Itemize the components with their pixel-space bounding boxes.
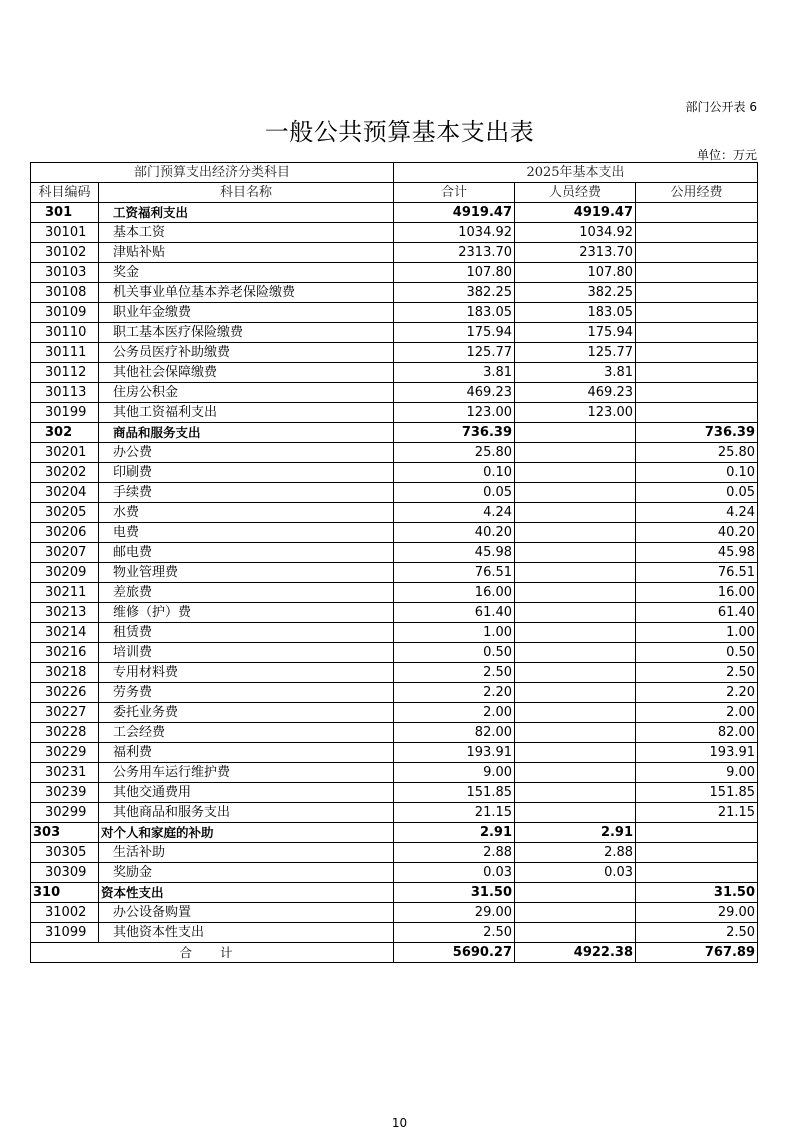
cell-name: 印刷费 bbox=[99, 463, 394, 483]
cell-public bbox=[636, 283, 758, 303]
cell-name: 其他资本性支出 bbox=[99, 923, 394, 943]
cell-name: 资本性支出 bbox=[99, 883, 394, 903]
table-row bbox=[31, 303, 758, 323]
cell-public: 4.24 bbox=[636, 503, 758, 523]
cell-public: 61.40 bbox=[636, 603, 758, 623]
cell-public: 29.00 bbox=[636, 903, 758, 923]
cell-code: 30112 bbox=[31, 363, 99, 383]
cell-public: 45.98 bbox=[636, 543, 758, 563]
table-row bbox=[31, 463, 758, 483]
cell-public: 2.50 bbox=[636, 663, 758, 683]
cell-personnel bbox=[515, 463, 636, 483]
group-header-classification: 部门预算支出经济分类科目 bbox=[31, 163, 394, 183]
cell-total: 0.03 bbox=[394, 863, 515, 883]
table-row-category bbox=[31, 883, 758, 903]
cell-public: 16.00 bbox=[636, 583, 758, 603]
cell-code: 30103 bbox=[31, 263, 99, 283]
table-row bbox=[31, 643, 758, 663]
cell-code: 30205 bbox=[31, 503, 99, 523]
cell-code: 30305 bbox=[31, 843, 99, 863]
cell-code: 30239 bbox=[31, 783, 99, 803]
cell-public bbox=[636, 363, 758, 383]
cell-name: 其他社会保障缴费 bbox=[99, 363, 394, 383]
cell-name: 奖励金 bbox=[99, 863, 394, 883]
cell-name: 其他工资福利支出 bbox=[99, 403, 394, 423]
cell-name: 办公费 bbox=[99, 443, 394, 463]
table-row-category bbox=[31, 423, 758, 443]
cell-total: 82.00 bbox=[394, 723, 515, 743]
cell-total: 1034.92 bbox=[394, 223, 515, 243]
table-row bbox=[31, 803, 758, 823]
table-row bbox=[31, 283, 758, 303]
cell-name: 租赁费 bbox=[99, 623, 394, 643]
cell-name: 福利费 bbox=[99, 743, 394, 763]
cell-name: 津贴补贴 bbox=[99, 243, 394, 263]
cell-personnel bbox=[515, 923, 636, 943]
cell-name: 生活补助 bbox=[99, 843, 394, 863]
cell-public: 0.50 bbox=[636, 643, 758, 663]
cell-total: 31.50 bbox=[394, 883, 515, 903]
cell-code: 30214 bbox=[31, 623, 99, 643]
cell-name: 对个人和家庭的补助 bbox=[99, 823, 394, 843]
cell-total: 2.50 bbox=[394, 663, 515, 683]
table-row bbox=[31, 483, 758, 503]
cell-personnel bbox=[515, 723, 636, 743]
cell-personnel: 1034.92 bbox=[515, 223, 636, 243]
cell-personnel bbox=[515, 503, 636, 523]
table-row bbox=[31, 603, 758, 623]
cell-code: 30109 bbox=[31, 303, 99, 323]
cell-code: 30202 bbox=[31, 463, 99, 483]
cell-personnel bbox=[515, 703, 636, 723]
budget-table bbox=[30, 162, 758, 963]
total-sum: 5690.27 bbox=[394, 943, 515, 963]
cell-total: 40.20 bbox=[394, 523, 515, 543]
cell-total: 736.39 bbox=[394, 423, 515, 443]
cell-code: 301 bbox=[31, 203, 99, 223]
cell-public bbox=[636, 403, 758, 423]
cell-name: 办公设备购置 bbox=[99, 903, 394, 923]
cell-public: 193.91 bbox=[636, 743, 758, 763]
cell-total: 107.80 bbox=[394, 263, 515, 283]
table-row bbox=[31, 263, 758, 283]
cell-total: 193.91 bbox=[394, 743, 515, 763]
cell-code: 30101 bbox=[31, 223, 99, 243]
cell-total: 2.91 bbox=[394, 823, 515, 843]
cell-name: 其他商品和服务支出 bbox=[99, 803, 394, 823]
cell-personnel: 183.05 bbox=[515, 303, 636, 323]
table-row bbox=[31, 223, 758, 243]
column-header-total: 合计 bbox=[394, 183, 515, 203]
cell-public: 82.00 bbox=[636, 723, 758, 743]
cell-name: 职工基本医疗保险缴费 bbox=[99, 323, 394, 343]
table-row bbox=[31, 243, 758, 263]
cell-public: 0.10 bbox=[636, 463, 758, 483]
cell-name: 水费 bbox=[99, 503, 394, 523]
cell-personnel: 123.00 bbox=[515, 403, 636, 423]
cell-code: 30228 bbox=[31, 723, 99, 743]
cell-total: 1.00 bbox=[394, 623, 515, 643]
total-label: 合 计 bbox=[31, 943, 394, 963]
column-header-row bbox=[31, 183, 758, 203]
cell-personnel bbox=[515, 543, 636, 563]
cell-public: 151.85 bbox=[636, 783, 758, 803]
cell-public: 1.00 bbox=[636, 623, 758, 643]
cell-code: 30209 bbox=[31, 563, 99, 583]
page-number: 10 bbox=[391, 1116, 408, 1130]
cell-personnel bbox=[515, 483, 636, 503]
cell-public: 25.80 bbox=[636, 443, 758, 463]
cell-public bbox=[636, 383, 758, 403]
cell-public: 736.39 bbox=[636, 423, 758, 443]
cell-public bbox=[636, 843, 758, 863]
cell-code: 30211 bbox=[31, 583, 99, 603]
cell-public: 21.15 bbox=[636, 803, 758, 823]
column-header-public: 公用经费 bbox=[636, 183, 758, 203]
cell-total: 4.24 bbox=[394, 503, 515, 523]
table-row bbox=[31, 843, 758, 863]
cell-total: 0.50 bbox=[394, 643, 515, 663]
cell-total: 0.05 bbox=[394, 483, 515, 503]
cell-name: 公务用车运行维护费 bbox=[99, 763, 394, 783]
table-row bbox=[31, 743, 758, 763]
cell-public bbox=[636, 303, 758, 323]
cell-code: 30231 bbox=[31, 763, 99, 783]
table-row bbox=[31, 503, 758, 523]
cell-code: 30113 bbox=[31, 383, 99, 403]
cell-code: 310 bbox=[31, 883, 99, 903]
cell-personnel bbox=[515, 603, 636, 623]
cell-personnel bbox=[515, 443, 636, 463]
cell-name: 工资福利支出 bbox=[99, 203, 394, 223]
cell-personnel: 2313.70 bbox=[515, 243, 636, 263]
cell-personnel: 125.77 bbox=[515, 343, 636, 363]
cell-public bbox=[636, 823, 758, 843]
table-label: 部门公开表 6 bbox=[685, 100, 757, 114]
cell-total: 0.10 bbox=[394, 463, 515, 483]
table-row bbox=[31, 403, 758, 423]
cell-total: 21.15 bbox=[394, 803, 515, 823]
cell-code: 30229 bbox=[31, 743, 99, 763]
table-row bbox=[31, 863, 758, 883]
cell-public: 76.51 bbox=[636, 563, 758, 583]
table-row bbox=[31, 523, 758, 543]
cell-public: 0.05 bbox=[636, 483, 758, 503]
cell-personnel bbox=[515, 623, 636, 643]
cell-total: 45.98 bbox=[394, 543, 515, 563]
cell-name: 电费 bbox=[99, 523, 394, 543]
cell-personnel bbox=[515, 883, 636, 903]
table-row bbox=[31, 543, 758, 563]
cell-code: 30111 bbox=[31, 343, 99, 363]
table-row bbox=[31, 763, 758, 783]
table-row bbox=[31, 583, 758, 603]
table-row bbox=[31, 723, 758, 743]
table-row bbox=[31, 783, 758, 803]
cell-total: 2.50 bbox=[394, 923, 515, 943]
cell-code: 30216 bbox=[31, 643, 99, 663]
cell-name: 差旅费 bbox=[99, 583, 394, 603]
cell-personnel bbox=[515, 523, 636, 543]
column-header-personnel: 人员经费 bbox=[515, 183, 636, 203]
cell-name: 物业管理费 bbox=[99, 563, 394, 583]
table-row bbox=[31, 683, 758, 703]
cell-public: 2.50 bbox=[636, 923, 758, 943]
cell-total: 2313.70 bbox=[394, 243, 515, 263]
cell-personnel: 382.25 bbox=[515, 283, 636, 303]
cell-personnel bbox=[515, 423, 636, 443]
cell-total: 9.00 bbox=[394, 763, 515, 783]
cell-personnel: 107.80 bbox=[515, 263, 636, 283]
cell-public bbox=[636, 223, 758, 243]
cell-personnel: 469.23 bbox=[515, 383, 636, 403]
cell-code: 30299 bbox=[31, 803, 99, 823]
table-row-category bbox=[31, 203, 758, 223]
cell-code: 31099 bbox=[31, 923, 99, 943]
cell-code: 30108 bbox=[31, 283, 99, 303]
cell-code: 30226 bbox=[31, 683, 99, 703]
cell-personnel bbox=[515, 643, 636, 663]
cell-personnel bbox=[515, 803, 636, 823]
cell-personnel: 4919.47 bbox=[515, 203, 636, 223]
cell-public bbox=[636, 203, 758, 223]
table-row bbox=[31, 383, 758, 403]
cell-total: 2.00 bbox=[394, 703, 515, 723]
cell-personnel bbox=[515, 583, 636, 603]
cell-personnel bbox=[515, 663, 636, 683]
cell-code: 30102 bbox=[31, 243, 99, 263]
cell-code: 303 bbox=[31, 823, 99, 843]
column-header-name: 科目名称 bbox=[99, 183, 394, 203]
cell-name: 商品和服务支出 bbox=[99, 423, 394, 443]
cell-name: 职业年金缴费 bbox=[99, 303, 394, 323]
cell-public bbox=[636, 863, 758, 883]
cell-total: 382.25 bbox=[394, 283, 515, 303]
total-row bbox=[31, 943, 758, 963]
table-row bbox=[31, 663, 758, 683]
table-row bbox=[31, 323, 758, 343]
cell-code: 302 bbox=[31, 423, 99, 443]
table-row bbox=[31, 443, 758, 463]
cell-total: 123.00 bbox=[394, 403, 515, 423]
cell-name: 维修（护）费 bbox=[99, 603, 394, 623]
cell-name: 机关事业单位基本养老保险缴费 bbox=[99, 283, 394, 303]
table-row bbox=[31, 363, 758, 383]
cell-total: 61.40 bbox=[394, 603, 515, 623]
cell-name: 住房公积金 bbox=[99, 383, 394, 403]
group-header-basic-expenditure: 2025年基本支出 bbox=[394, 163, 758, 183]
cell-code: 30199 bbox=[31, 403, 99, 423]
cell-total: 76.51 bbox=[394, 563, 515, 583]
cell-public bbox=[636, 343, 758, 363]
cell-total: 2.20 bbox=[394, 683, 515, 703]
cell-public: 9.00 bbox=[636, 763, 758, 783]
cell-name: 奖金 bbox=[99, 263, 394, 283]
table-row bbox=[31, 563, 758, 583]
cell-name: 其他交通费用 bbox=[99, 783, 394, 803]
cell-name: 手续费 bbox=[99, 483, 394, 503]
cell-code: 30227 bbox=[31, 703, 99, 723]
cell-name: 培训费 bbox=[99, 643, 394, 663]
cell-personnel: 3.81 bbox=[515, 363, 636, 383]
table-row bbox=[31, 703, 758, 723]
cell-name: 劳务费 bbox=[99, 683, 394, 703]
cell-name: 邮电费 bbox=[99, 543, 394, 563]
cell-personnel bbox=[515, 903, 636, 923]
cell-name: 委托业务费 bbox=[99, 703, 394, 723]
cell-personnel: 0.03 bbox=[515, 863, 636, 883]
table-row bbox=[31, 923, 758, 943]
cell-code: 30204 bbox=[31, 483, 99, 503]
cell-code: 30206 bbox=[31, 523, 99, 543]
cell-total: 125.77 bbox=[394, 343, 515, 363]
table-row-category bbox=[31, 823, 758, 843]
cell-personnel: 175.94 bbox=[515, 323, 636, 343]
table-row bbox=[31, 903, 758, 923]
page-title: 一般公共预算基本支出表 bbox=[264, 118, 535, 146]
cell-public: 40.20 bbox=[636, 523, 758, 543]
cell-code: 30213 bbox=[31, 603, 99, 623]
total-public: 767.89 bbox=[636, 943, 758, 963]
cell-personnel bbox=[515, 763, 636, 783]
cell-code: 30201 bbox=[31, 443, 99, 463]
cell-total: 25.80 bbox=[394, 443, 515, 463]
cell-code: 30218 bbox=[31, 663, 99, 683]
group-header-row bbox=[31, 163, 758, 183]
cell-public bbox=[636, 243, 758, 263]
cell-name: 工会经费 bbox=[99, 723, 394, 743]
cell-code: 30110 bbox=[31, 323, 99, 343]
cell-total: 151.85 bbox=[394, 783, 515, 803]
cell-name: 专用材料费 bbox=[99, 663, 394, 683]
cell-personnel bbox=[515, 563, 636, 583]
cell-personnel bbox=[515, 683, 636, 703]
table-row bbox=[31, 343, 758, 363]
table-row bbox=[31, 623, 758, 643]
cell-personnel bbox=[515, 743, 636, 763]
cell-name: 公务员医疗补助缴费 bbox=[99, 343, 394, 363]
cell-personnel bbox=[515, 783, 636, 803]
cell-code: 31002 bbox=[31, 903, 99, 923]
cell-total: 2.88 bbox=[394, 843, 515, 863]
cell-total: 4919.47 bbox=[394, 203, 515, 223]
total-personnel: 4922.38 bbox=[515, 943, 636, 963]
unit-label: 单位：万元 bbox=[696, 148, 757, 162]
cell-public: 2.20 bbox=[636, 683, 758, 703]
cell-code: 30207 bbox=[31, 543, 99, 563]
cell-personnel: 2.91 bbox=[515, 823, 636, 843]
cell-public: 31.50 bbox=[636, 883, 758, 903]
cell-total: 183.05 bbox=[394, 303, 515, 323]
cell-total: 29.00 bbox=[394, 903, 515, 923]
cell-total: 175.94 bbox=[394, 323, 515, 343]
cell-total: 16.00 bbox=[394, 583, 515, 603]
column-header-code: 科目编码 bbox=[31, 183, 99, 203]
cell-public: 2.00 bbox=[636, 703, 758, 723]
cell-public bbox=[636, 323, 758, 343]
cell-personnel: 2.88 bbox=[515, 843, 636, 863]
cell-public bbox=[636, 263, 758, 283]
cell-total: 469.23 bbox=[394, 383, 515, 403]
cell-code: 30309 bbox=[31, 863, 99, 883]
cell-total: 3.81 bbox=[394, 363, 515, 383]
cell-name: 基本工资 bbox=[99, 223, 394, 243]
